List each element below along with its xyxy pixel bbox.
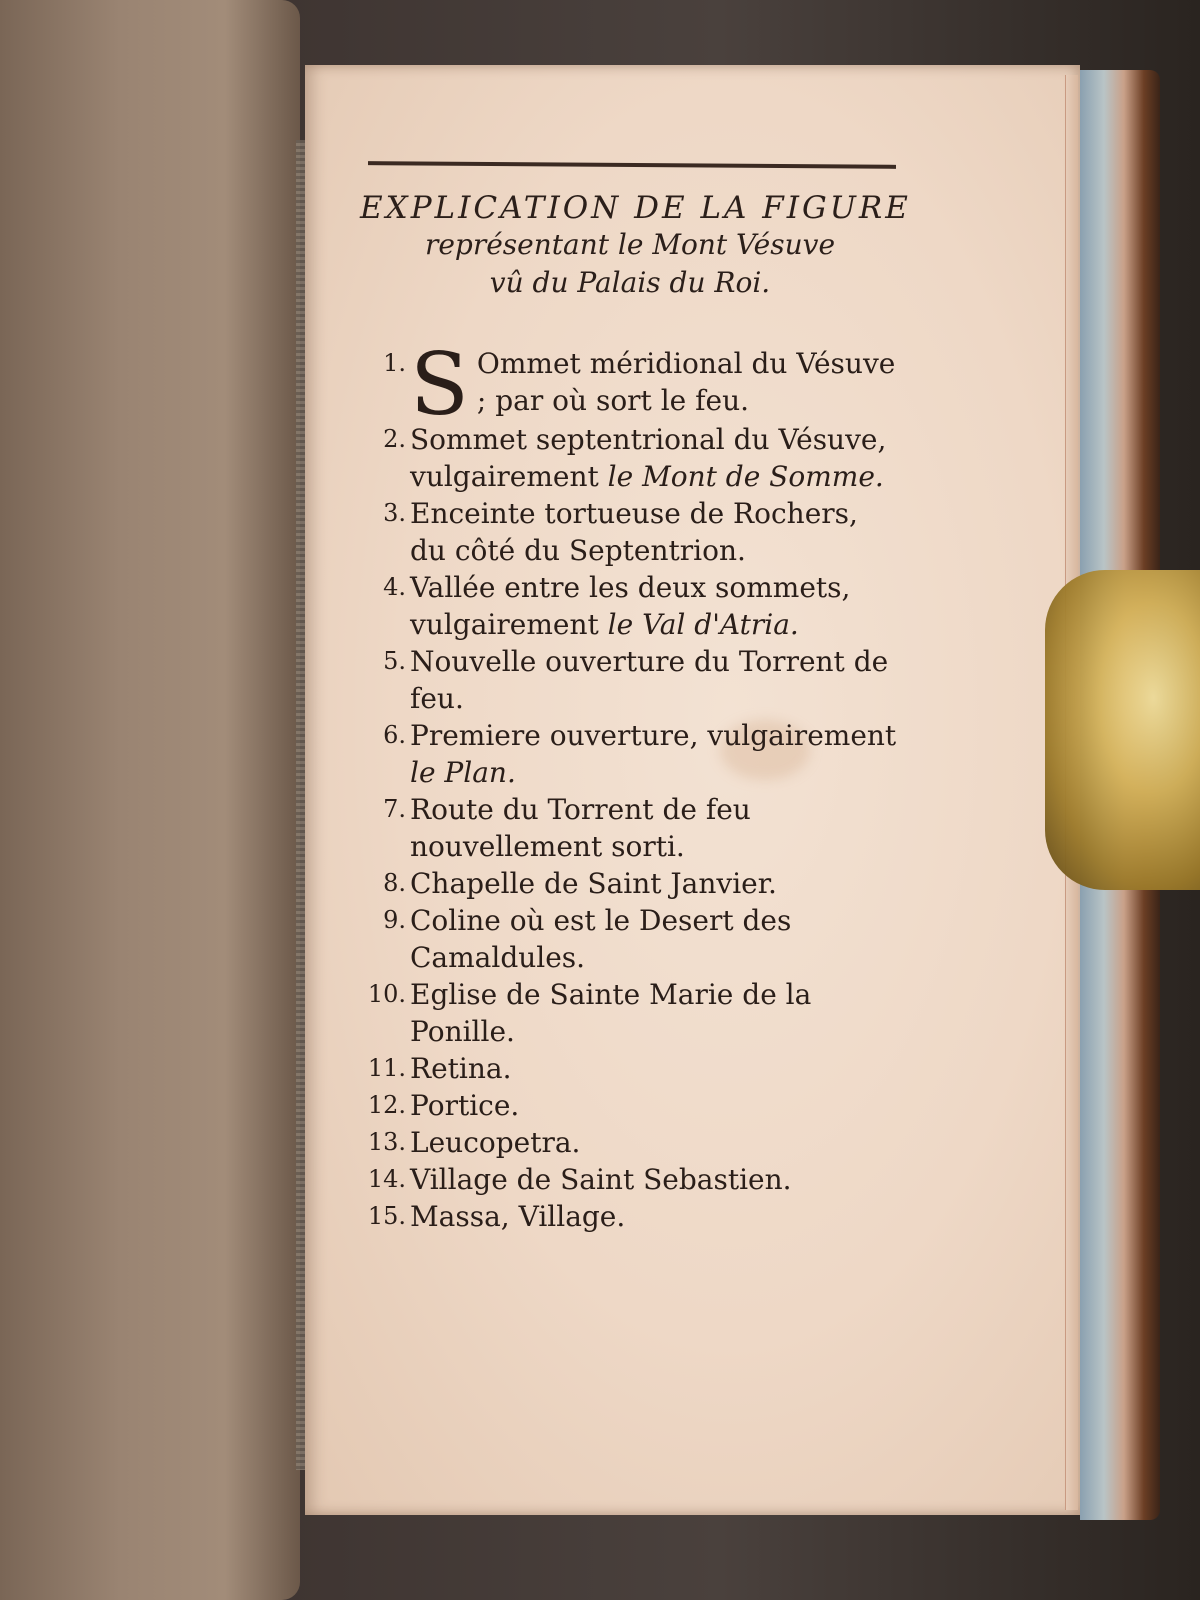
- entry-body: Premiere ouverture, vulgairement: [410, 719, 897, 752]
- list-item: [360, 1124, 900, 1161]
- list-item: [360, 1161, 900, 1198]
- entry-number: 12.: [367, 1091, 406, 1119]
- entry-text: Enceinte tortueuse de Rochers, du côté du Septentrion.: [410, 497, 858, 567]
- list-item: [360, 643, 900, 717]
- list-item: [360, 902, 900, 976]
- title-line-2: représentant le Mont Vésuve: [424, 228, 836, 261]
- entry-text: [410, 717, 900, 791]
- list-item: [360, 791, 900, 865]
- title-line-1: EXPLICATION DE LA FIGURE: [360, 190, 911, 226]
- entry-text: Leucopetra.: [410, 1126, 581, 1159]
- entry-text: Chapelle de Saint Janvier.: [410, 867, 777, 900]
- page-title: [360, 190, 911, 302]
- entry-text: [410, 569, 900, 643]
- title-line-3: vû du Palais du Roi.: [489, 266, 771, 299]
- entry-number: 15.: [367, 1202, 406, 1230]
- list-item: [360, 717, 900, 791]
- entry-number: 11.: [367, 1054, 406, 1082]
- entry-number: 9.: [383, 906, 406, 934]
- list-item: [360, 865, 900, 902]
- entry-text: [410, 421, 900, 495]
- list-item: [360, 1050, 900, 1087]
- entry-italic: le Plan.: [410, 756, 516, 789]
- entry-italic: le Mont de Somme.: [607, 460, 884, 493]
- entry-italic: le Val d'Atria.: [607, 608, 799, 641]
- entry-number: 3.: [383, 499, 406, 527]
- drop-cap: S: [410, 335, 469, 435]
- list-item: [360, 976, 900, 1050]
- list-item: [360, 569, 900, 643]
- brass-clasp: [1045, 570, 1200, 890]
- entry-text: Nouvelle ouverture du Torrent de feu.: [410, 645, 889, 715]
- entry-number: 6.: [383, 721, 406, 749]
- entry-number: 4.: [383, 573, 406, 601]
- entry-number: 10.: [367, 980, 406, 1008]
- entry-number: 2.: [383, 425, 406, 453]
- entry-text: Portice.: [410, 1089, 520, 1122]
- entry-number: 7.: [383, 795, 406, 823]
- list-item: [360, 335, 900, 435]
- list-item: [360, 1087, 900, 1124]
- list-item: [360, 421, 900, 495]
- entry-number: 8.: [383, 869, 406, 897]
- left-cover: [0, 0, 300, 1600]
- entry-text: [410, 335, 900, 435]
- entry-body: Sommet septentrional du Vésuve, vulgairement: [410, 423, 887, 493]
- entry-number: 1.: [383, 349, 406, 377]
- entry-body: Ommet méridional du Vésuve ; par où sort le feu.: [476, 347, 896, 417]
- entry-number: 5.: [383, 647, 406, 675]
- entry-number: 13.: [367, 1128, 406, 1156]
- entry-text: Retina.: [410, 1052, 512, 1085]
- list-item: [360, 495, 900, 569]
- entry-body: Vallée entre les deux sommets, vulgairement: [410, 571, 851, 641]
- entries-list: [360, 335, 900, 1235]
- list-item: [360, 1198, 900, 1235]
- entry-text: Village de Saint Sebastien.: [410, 1163, 792, 1196]
- entry-text: Massa, Village.: [410, 1200, 626, 1233]
- entry-text: Eglise de Sainte Marie de la Ponille.: [410, 978, 812, 1048]
- entry-text: Coline où est le Desert des Camaldules.: [410, 904, 792, 974]
- entry-text: Route du Torrent de feu nouvellement sorti.: [410, 793, 751, 863]
- entry-number: 14.: [367, 1165, 406, 1193]
